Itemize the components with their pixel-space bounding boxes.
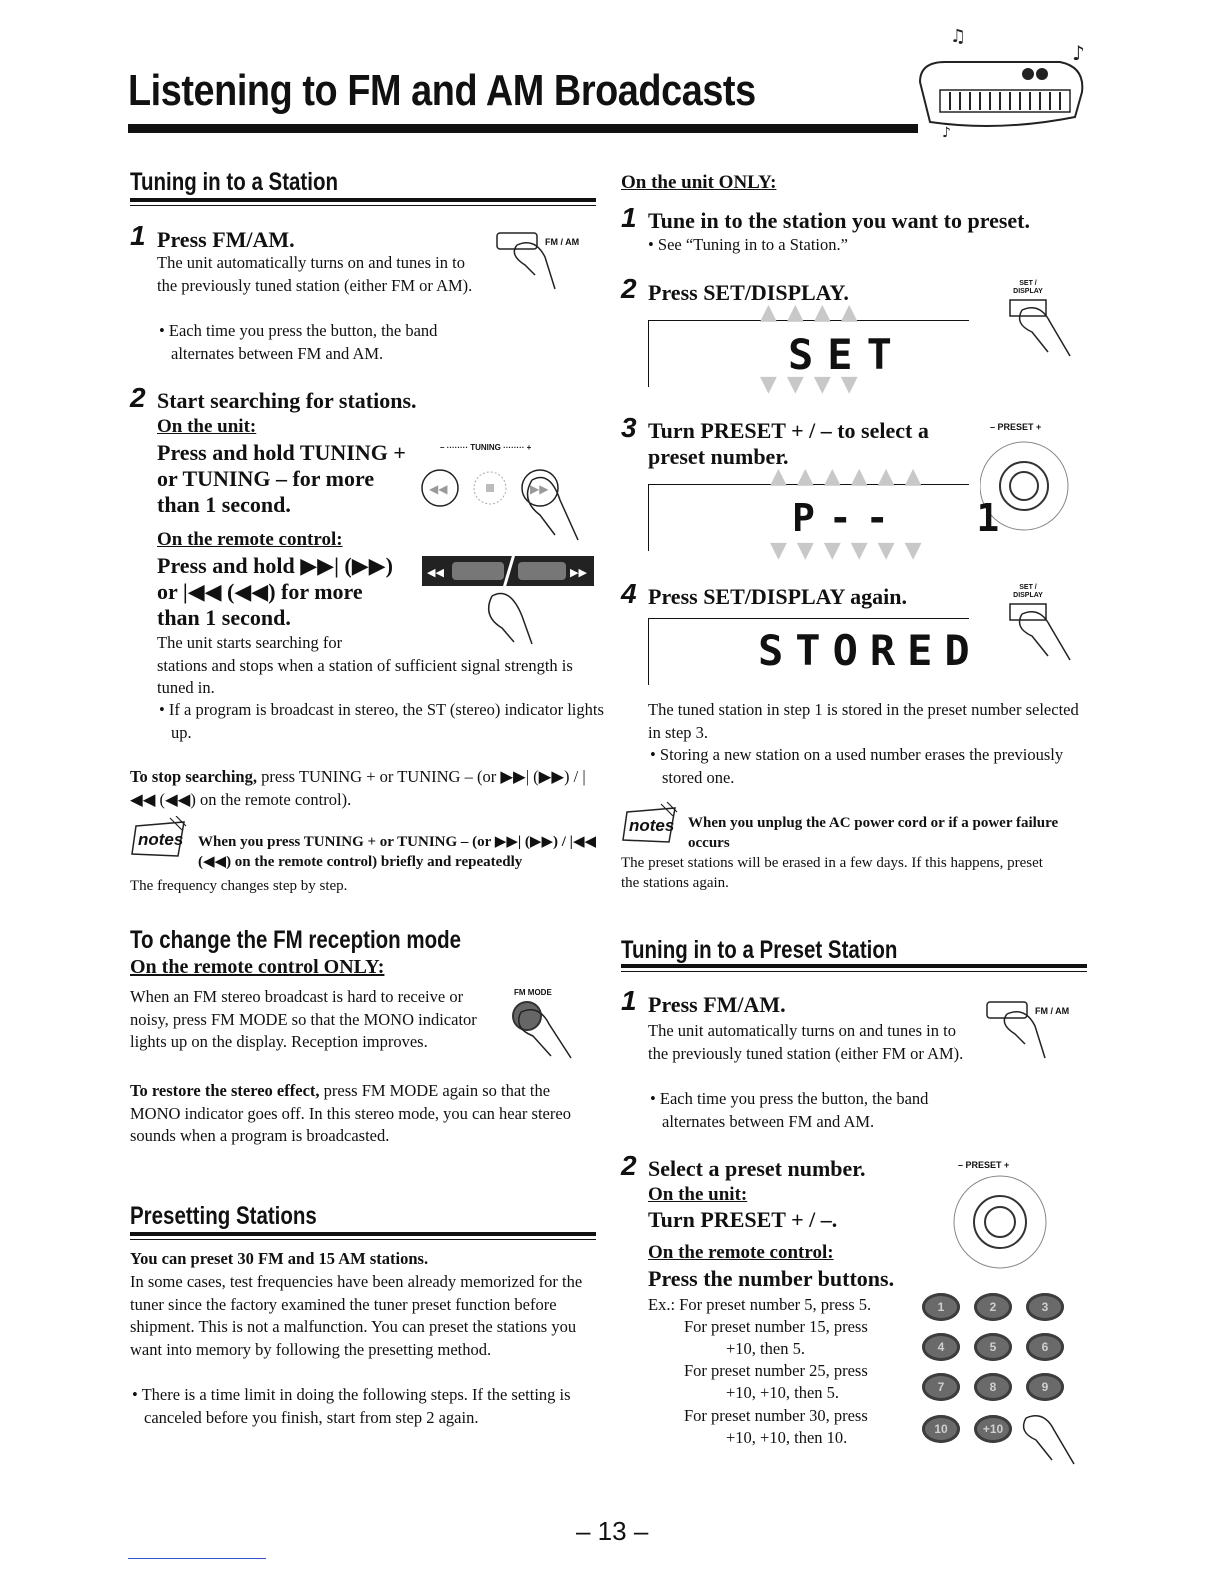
restore-text: press FM MODE again so that the MONO indicator goes off. In this stereo mode, you can hear stereo sounds when a program is broadcasted. <box>130 1081 571 1145</box>
step-title: Tune in to the station you want to preset. <box>648 208 1030 233</box>
section-rule <box>130 198 596 202</box>
note-text: The preset stations will be erased in a few days. If this happens, preset the stations again. <box>621 855 1043 891</box>
display-rays-icon: ▲▲▲▲▲▲ <box>770 464 932 489</box>
section-rule <box>130 1232 596 1236</box>
step-text: The unit automatically turns on and tunes in to the previously tuned station (either FM or AM). <box>648 1021 964 1063</box>
fm-am-button-icon <box>495 229 590 304</box>
keyboard-illustration-icon <box>900 22 1100 142</box>
step-title: Press SET/DISPLAY again. <box>648 584 907 609</box>
section-rule <box>130 1239 596 1240</box>
example-line: For preset number 15, press <box>684 1317 868 1336</box>
stop-searching <box>130 766 590 811</box>
fm-mode-text: When an FM stereo broadcast is hard to receive or noisy, press FM MODE so that the MONO indicator lights up on the display. Reception improves. <box>130 987 477 1051</box>
step-title: preset number. <box>648 444 789 469</box>
svg-text:▶▶: ▶▶ <box>570 566 587 579</box>
number-button-10[interactable]: 10 <box>922 1415 960 1443</box>
number-button-plus10[interactable]: +10 <box>974 1415 1012 1443</box>
svg-text:◀◀: ◀◀ <box>429 482 448 496</box>
display-rays-icon: ▼▼▼▼ <box>760 372 868 397</box>
example-line: +10, +10, then 5. <box>726 1383 840 1402</box>
step-title: Press FM/AM. <box>648 992 786 1017</box>
lcd-text: STORED <box>758 626 982 675</box>
fm-am-button-icon <box>985 998 1080 1073</box>
lcd-text: SET <box>788 330 906 379</box>
section-rule <box>621 964 1087 968</box>
unit-instruction <box>157 440 406 518</box>
number-button-2[interactable]: 2 <box>974 1293 1012 1321</box>
fm-mode-label: FM MODE <box>514 988 552 997</box>
example-line: +10, then 5. <box>726 1339 805 1358</box>
example-line: For preset number 30, press <box>684 1406 868 1425</box>
step-number: 2 <box>621 273 637 304</box>
svg-text:◀◀: ◀◀ <box>427 566 444 579</box>
number-button-8[interactable]: 8 <box>974 1373 1012 1401</box>
step-title: Select a preset number. <box>648 1156 866 1181</box>
section-rule <box>621 971 1087 972</box>
step-number: 2 <box>130 382 146 413</box>
number-button-3[interactable]: 3 <box>1026 1293 1064 1321</box>
on-remote-label: On the remote control: <box>648 1242 834 1263</box>
unit-only-label: On the unit ONLY: <box>621 172 777 193</box>
note-heading: When you press TUNING + or TUNING – (or ▶▶| (▶▶) / |◀◀ (◀◀) on the remote control) briefly and repeatedly <box>198 834 597 870</box>
svg-text:♪: ♪ <box>1072 41 1085 65</box>
remote-instruction: Press the number buttons. <box>648 1266 895 1291</box>
tuning-buttons-icon <box>410 460 590 550</box>
instruction-line: or TUNING – for more <box>157 466 375 491</box>
preset-label: – PRESET + <box>958 1160 1010 1170</box>
preset-station-heading: Tuning in to a Preset Station <box>621 936 898 964</box>
step-number: 4 <box>621 578 637 609</box>
set-display-label: SET / DISPLAY <box>1013 280 1043 295</box>
number-button-1[interactable]: 1 <box>922 1293 960 1321</box>
step-number: 3 <box>621 412 637 443</box>
stop-label: To stop searching, <box>130 767 257 786</box>
preset-dial-icon <box>950 1172 1050 1272</box>
note-heading: When you unplug the AC power cord or if a power failure occurs <box>688 815 1059 851</box>
paragraph: The unit automatically turns on and tunes in to the previously tuned station (either FM or AM). <box>157 253 473 295</box>
notes-label: notes <box>138 830 184 849</box>
example-line: Ex.: For preset number 5, press 5. <box>648 1295 872 1314</box>
on-unit-label: On the unit: <box>157 416 257 437</box>
restore-stereo <box>130 1080 590 1148</box>
number-button-6[interactable]: 6 <box>1026 1333 1064 1361</box>
step-text <box>157 252 477 297</box>
remote-instruction <box>157 553 393 631</box>
preset-label: – PRESET + <box>990 422 1042 432</box>
on-remote-label: On the remote control: <box>157 529 343 550</box>
bullet: • Each time you press the button, the band alternates between FM and AM. <box>650 1089 929 1131</box>
instruction-line: or |◀◀ (◀◀) for more <box>157 579 363 604</box>
step-title: Start searching for stations. <box>157 388 417 413</box>
svg-text:▶▶: ▶▶ <box>530 482 549 496</box>
fm-am-label: FM / AM <box>545 237 580 247</box>
page-title: Listening to FM and AM Broadcasts <box>128 66 756 115</box>
stop-text: press TUNING + or TUNING – (or ▶▶| (▶▶) / |◀◀ (◀◀) on the remote control). <box>130 767 586 809</box>
presetting-heading: Presetting Stations <box>130 1202 317 1230</box>
step-number: 1 <box>130 220 146 251</box>
bullet: • Each time you press the button, the band alternates between FM and AM. <box>159 321 438 363</box>
paragraph: The unit starts searching for <box>157 633 343 652</box>
display-rays-icon: ▲▲▲▲ <box>760 300 868 325</box>
preset-capacity: You can preset 30 FM and 15 AM stations. <box>130 1249 429 1268</box>
stored-text: The tuned station in step 1 is stored in the preset number selected in step 3. <box>648 700 1079 742</box>
step-title: Turn PRESET + / – to select a <box>648 418 929 443</box>
number-button-9[interactable]: 9 <box>1026 1373 1064 1401</box>
set-display-button-icon <box>1008 298 1078 360</box>
notes-label: notes <box>629 816 675 835</box>
set-display-button-icon <box>1008 602 1078 664</box>
number-button-4[interactable]: 4 <box>922 1333 960 1361</box>
number-button-7[interactable]: 7 <box>922 1373 960 1401</box>
step-number: 2 <box>621 1150 637 1181</box>
on-unit-label: On the unit: <box>648 1184 748 1205</box>
bullet: • If a program is broadcast in stereo, the ST (stereo) indicator lights up. <box>159 700 604 742</box>
preset-text: In some cases, test frequencies have been already memorized for the tuner since the factory examined the tuner preset function before shipment. This is not a malfunction. You can preset the stations you want into memory by following the presetting method. <box>130 1272 583 1359</box>
instruction-line: than 1 second. <box>157 492 291 517</box>
fm-mode-heading: To change the FM reception mode <box>130 926 462 954</box>
finger-pointer-icon <box>1012 1408 1082 1468</box>
step-title: Press SET/DISPLAY. <box>648 280 849 305</box>
bullet: • See “Tuning in to a Station.” <box>648 235 848 254</box>
set-display-label: SET / DISPLAY <box>1013 584 1043 599</box>
page-number: – 13 – <box>576 1516 649 1546</box>
bullet: • There is a time limit in doing the following steps. If the setting is canceled before you finish, start from step 2 again. <box>132 1385 571 1427</box>
instruction-line: than 1 second. <box>157 605 291 630</box>
example-line: For preset number 25, press <box>684 1361 868 1380</box>
note-text: The frequency changes step by step. <box>130 878 348 894</box>
section-rule <box>130 205 596 206</box>
unit-instruction: Turn PRESET + / –. <box>648 1207 838 1232</box>
lcd-text: P-- 1 <box>792 496 1014 540</box>
fm-mode-button-icon <box>505 998 585 1064</box>
search-description <box>157 632 597 700</box>
instruction-line: Press and hold ▶▶| (▶▶) <box>157 553 393 578</box>
restore-label: To restore the stereo effect, <box>130 1081 320 1100</box>
display-rays-icon: ▼▼▼▼▼▼ <box>770 538 932 563</box>
notes-icon <box>621 802 689 844</box>
title-rule <box>128 124 918 133</box>
number-button-5[interactable]: 5 <box>974 1333 1012 1361</box>
svg-text:♫: ♫ <box>950 26 967 47</box>
step-title: Press FM/AM. <box>157 227 295 252</box>
notes-icon <box>130 816 198 858</box>
fm-am-label: FM / AM <box>1035 1006 1070 1016</box>
instruction-line: Press and hold TUNING + <box>157 440 406 465</box>
paragraph: stations and stops when a station of sufficient signal strength is tuned in. <box>157 655 573 697</box>
step-number: 1 <box>621 202 637 233</box>
tuning-heading: Tuning in to a Station <box>130 168 339 196</box>
tuning-label: – ········ TUNING ········ + <box>440 443 532 452</box>
svg-text:♪: ♪ <box>942 125 951 141</box>
bullet: • Storing a new station on a used number erases the previously stored one. <box>650 745 1064 787</box>
example-line: +10, +10, then 10. <box>726 1428 848 1447</box>
remote-only-label: On the remote control ONLY: <box>130 956 385 978</box>
step-number: 1 <box>621 985 637 1016</box>
footer-line <box>128 1558 266 1559</box>
